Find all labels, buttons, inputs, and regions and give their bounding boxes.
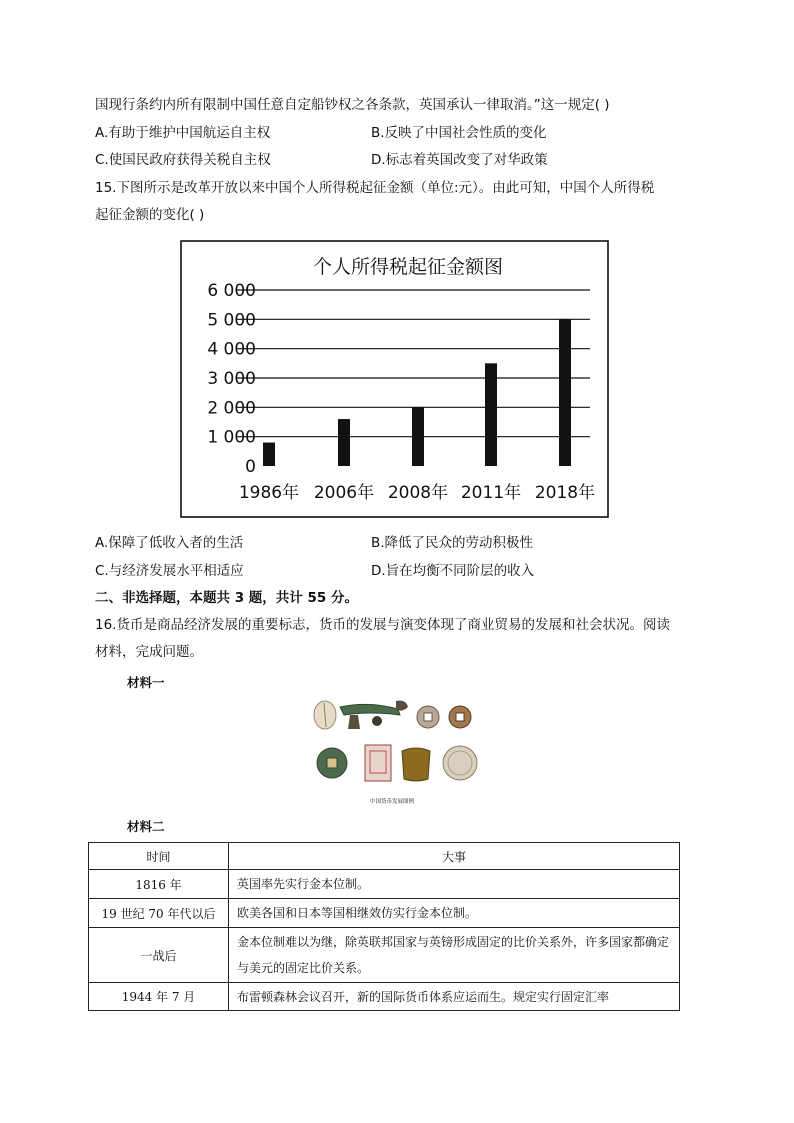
material-two-label: 材料二 [127,819,165,834]
q14-option-a: A.有助于维护中国航运自主权 [95,125,271,141]
table-row [89,870,680,899]
q15-option-b: B.降低了民众的劳动积极性 [371,535,534,551]
q14-option-c: C.使国民政府获得关税自主权 [95,152,271,168]
bar [338,419,350,466]
x-tick-label: 2018年 [534,483,596,503]
q14-option-d: D.标志着英国改变了对华政策 [371,152,548,168]
y-tick-label: 0 [245,457,256,477]
row-event: 布雷顿森林会议召开，新的国际货币体系应运而生。规定实行固定汇率 [229,983,680,1011]
image-caption: 中国货币发展图例 [370,799,415,805]
x-tick-label: 2008年 [387,483,449,503]
bar [263,443,275,466]
q14-option-b: B.反映了中国社会性质的变化 [371,125,547,141]
material-one-label: 材料一 [127,675,165,690]
q15-option-d: D.旨在均衡不同阶层的收入 [371,563,535,579]
paper-note [365,745,391,781]
table-header-row [89,843,680,870]
small-coin [396,701,408,711]
silver-ingot [402,748,430,781]
y-tick-label: 6 000 [207,281,256,301]
y-tick-label: 2 000 [207,398,256,419]
x-tick-label: 2011年 [460,483,522,503]
table-row [89,928,680,983]
q15-stem-line1: 15.下图所示是改革开放以来中国个人所得税起征金额（单位:元）。由此可知，中国个人所得税 [95,180,655,196]
chart-frame [181,241,608,517]
table-row [89,983,680,1011]
y-tick-label: 4 000 [207,339,256,360]
header-event: 大事 [229,843,680,870]
x-tick-label: 1986年 [238,483,300,503]
q14-stem-tail: 国现行条约内所有限制中国任意自定船钞权之各条款，英国承认一律取消。”这一规定( ) [95,97,610,113]
currency-history-image [310,693,480,793]
bar [412,407,424,466]
row-event: 金本位制难以为继，除英联邦国家与英镑形成固定的比价关系外，许多国家都确定与美元的固定比价关系。 [229,928,680,983]
y-tick-label: 3 000 [207,369,256,389]
y-tick-label: 1 000 [207,427,256,448]
row-time: 19 世纪 70 年代以后 [89,899,229,928]
table-row [89,899,680,928]
row-time: 1816 年 [89,870,229,899]
events-table [88,842,680,1011]
q15-option-a: A.保障了低收入者的生活 [95,535,244,551]
knife-coin [340,704,400,715]
chart-title: 个人所得税起征金额图 [312,256,504,278]
row-time: 一战后 [89,928,229,983]
q15-stem-line2: 起征金额的变化( ) [95,207,205,223]
q16-stem-line2: 材料，完成问题。 [95,644,203,660]
bar [485,363,497,466]
ant-nose-coin [372,716,382,726]
row-event: 英国率先实行金本位制。 [229,870,680,899]
q15-option-c: C.与经济发展水平相适应 [95,563,244,579]
bar [559,319,571,466]
spade-coin [348,715,360,729]
row-time: 1944 年 7 月 [89,983,229,1011]
x-tick-label: 2006年 [313,483,375,503]
header-time: 时间 [89,843,229,870]
row-event: 欧美各国和日本等国相继效仿实行金本位制。 [229,899,680,928]
q16-stem-line1: 16.货币是商品经济发展的重要标志，货币的发展与演变体现了商业贸易的发展和社会状况。阅读 [95,617,670,633]
y-tick-label: 5 000 [207,310,256,331]
section-heading: 二、非选择题，本题共 3 题，共计 55 分。 [95,590,358,606]
